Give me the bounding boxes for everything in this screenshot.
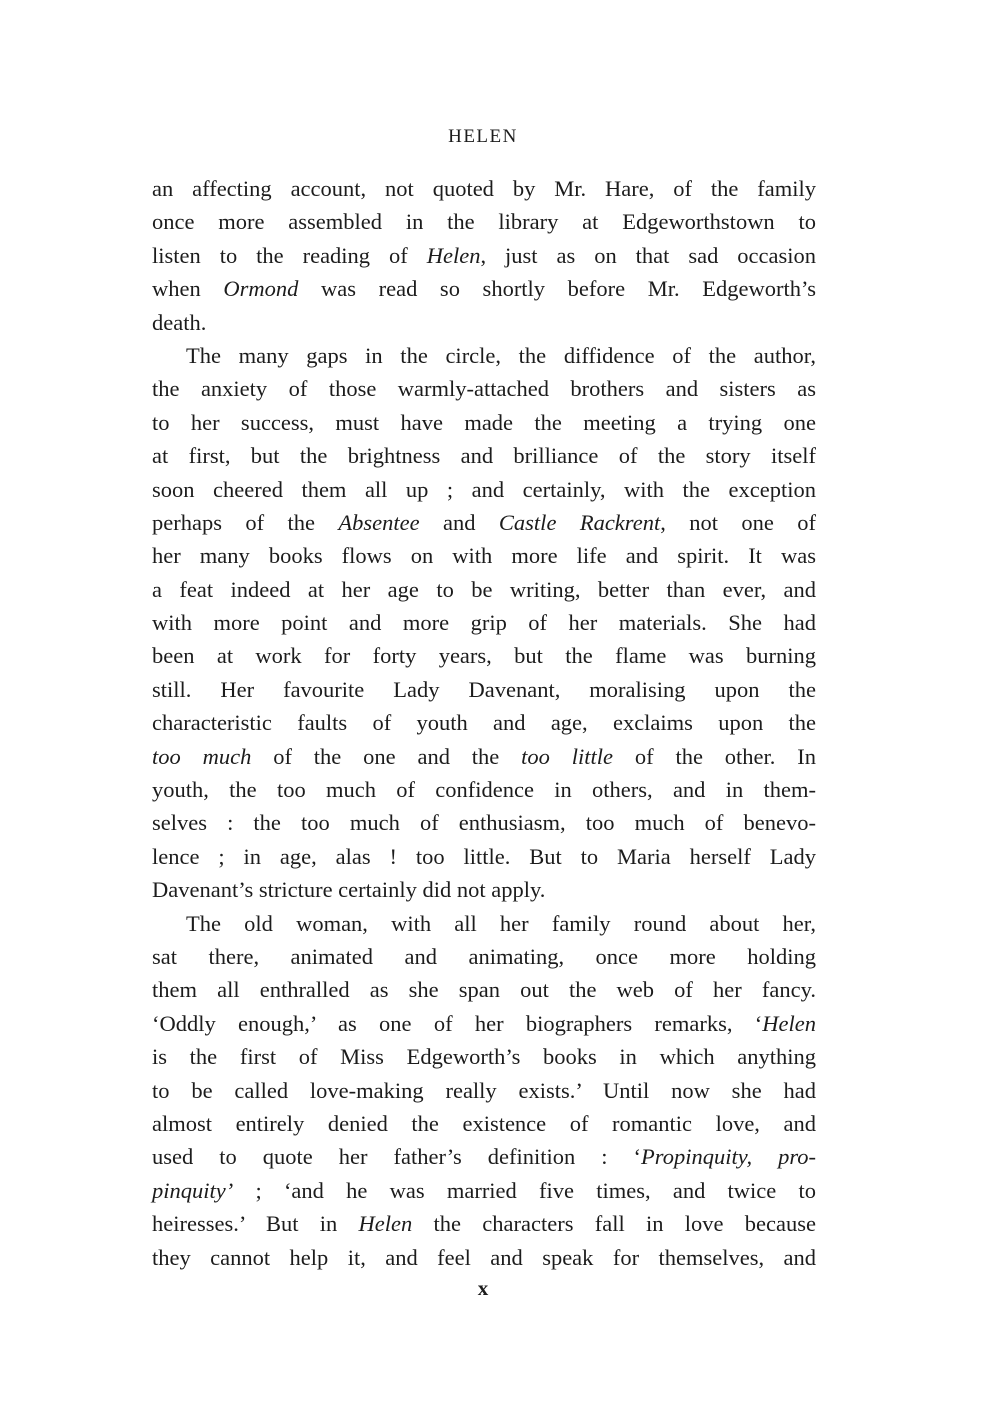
text-line: too much of the one and the too little of the other. In (152, 743, 816, 769)
text-line: soon cheered them all up ; and certainly, with the exception (152, 476, 816, 502)
text-line: an affecting account, not quoted by Mr. Hare, of the family (152, 176, 816, 201)
page-number: x (477, 1276, 489, 1300)
text-line: them all enthralled as she span out the web of her fancy. (152, 977, 816, 1003)
text-line: listen to the reading of Helen, just as on that sad occasion (152, 242, 816, 268)
text-line: is the first of Miss Edgeworth’s books in which anything (152, 1044, 816, 1070)
text-line: once more assembled in the library at Edgeworthstown to (152, 209, 816, 235)
text-line: been at work for forty years, but the flame was burning (152, 643, 816, 669)
text-line: Davenant’s stricture certainly did not apply. (152, 877, 546, 903)
text-line: to her success, must have made the meeting a trying one (152, 409, 816, 435)
text-line: characteristic faults of youth and age, exclaims upon the (152, 710, 816, 736)
text-line: selves : the too much of enthusiasm, too much of benevo- (152, 810, 816, 836)
text-line: heiresses.’ But in Helen the characters fall in love because (152, 1211, 816, 1237)
text-line: used to quote her father’s definition : ‘Propinquity, pro- (152, 1144, 817, 1170)
text-line: when Ormond was read so shortly before Mr. Edgeworth’s (152, 276, 816, 302)
paragraph (152, 339, 816, 907)
running-head: HELEN (448, 126, 518, 147)
text-line: The many gaps in the circle, the diffidence of the author, (186, 342, 816, 368)
text-line: youth, the too much of confidence in others, and in them- (152, 777, 816, 803)
text-line: sat there, animated and animating, once more holding (152, 943, 816, 969)
text-line: a feat indeed at her age to be writing, better than ever, and (152, 576, 816, 602)
text-line: the anxiety of those warmly-attached brothers and sisters as (152, 376, 816, 402)
text-line: at first, but the brightness and brilliance of the story itself (152, 443, 816, 469)
text-line: ‘Oddly enough,’ as one of her biographers remarks, ‘Helen (152, 1010, 816, 1036)
paragraph (152, 907, 816, 1274)
text-line: her many books flows on with more life and spirit. It was (152, 543, 816, 569)
body-text (152, 172, 816, 1274)
text-line: pinquity’ ; ‘and he was married five times, and twice to (152, 1177, 816, 1203)
text-line: almost entirely denied the existence of romantic love, and (152, 1110, 816, 1136)
text-line: lence ; in age, alas ! too little. But to Maria herself Lady (152, 843, 816, 869)
text-line: The old woman, with all her family round about her, (186, 910, 816, 936)
text-line: death. (152, 309, 207, 335)
text-line: still. Her favourite Lady Davenant, moralising upon the (152, 676, 816, 702)
text-line: they cannot help it, and feel and speak for themselves, and (152, 1244, 816, 1270)
text-line: to be called love-making really exists.’ Until now she had (152, 1077, 816, 1103)
text-line: perhaps of the Absentee and Castle Rackrent, not one of (152, 509, 817, 535)
paragraph (152, 172, 816, 339)
text-line: with more point and more grip of her materials. She had (152, 610, 816, 636)
